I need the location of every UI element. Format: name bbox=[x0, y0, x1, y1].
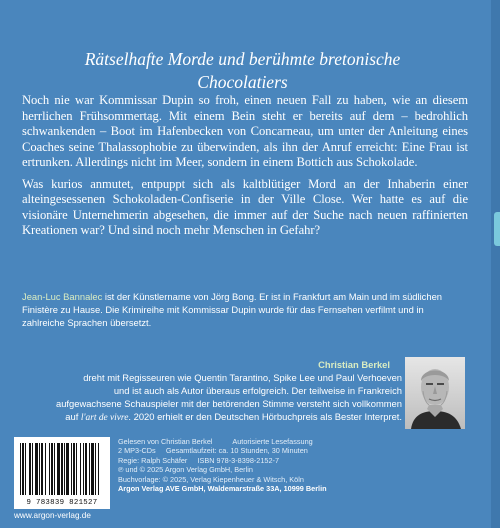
narrator-bio-line-1: dreht mit Regisseuren wie Quentin Tarantino, Spike Lee und Paul Verhoeven bbox=[83, 372, 402, 383]
credits-line-2: 2 MP3-CDs Gesamtlaufzeit: ca. 10 Stunden, 30 Minuten bbox=[118, 446, 308, 456]
credits-line-6: Argon Verlag AVE GmbH, Waldemarstraße 33A, 10999 Berlin bbox=[118, 484, 327, 494]
credits-line-1: Gelesen von Christian Berkel Autorisierte Lesefassung bbox=[118, 437, 313, 446]
author-bio bbox=[22, 290, 468, 329]
narrator-bio-line-4-post: . 2020 erhielt er den Deutschen Hörbuchpreis als Bester Interpret. bbox=[128, 411, 402, 422]
credits-line-5: Buchvorlage: © 2025, Verlag Kiepenheuer & Witsch, Köln bbox=[118, 474, 304, 484]
headline-line-1: Rätselhafte Morde und berühmte bretonische bbox=[84, 49, 401, 69]
narrator-bio-line-3: aufgewachsene Schauspieler mit der betörenden Stimme versteht sich vollkommen bbox=[55, 398, 402, 409]
portrait-image bbox=[405, 357, 465, 429]
right-edge-tab bbox=[494, 212, 500, 246]
narrator-portrait bbox=[405, 357, 465, 429]
blurb-text bbox=[22, 93, 468, 245]
right-edge-strip bbox=[491, 0, 500, 528]
barcode-bars bbox=[14, 437, 110, 499]
isbn-barcode bbox=[14, 437, 110, 509]
publisher-website: www.argon-verlag.de bbox=[14, 511, 91, 520]
barcode-number: 9 783839 821527 bbox=[26, 499, 98, 507]
narrator-name: Christian Berkel bbox=[318, 359, 390, 370]
blurb-paragraph-2: Was kurios anmutet, entpuppt sich als kaltblütiger Mord an der Inhaberin einer alteingesessenen Schokoladen-Confiserie in der Ville Close. Wer hatte es auf die visionäre Unternehmerin abgesehen, die immer auf der Suche nach neuen raffinierten Kreationen war? Und sind noch mehr Menschen in Gefahr? bbox=[22, 176, 468, 237]
author-bio-text: ist der Künstlername von Jörg Bong. Er ist in Frankfurt am Main und im südlichen Finistère zu Hause. Die Krimireihe mit Kommissar Dupin wurde für das Fernsehen verfilmt und in zahlreiche Sprachen übersetzt. bbox=[22, 291, 442, 328]
narrator-bio bbox=[22, 358, 402, 425]
headline bbox=[20, 48, 465, 94]
headline-line-2: Chocolatiers bbox=[197, 72, 288, 92]
narrator-bio-line-4-pre: auf bbox=[65, 411, 81, 422]
narrator-bio-line-4 bbox=[22, 410, 402, 425]
narrator-bio-italic: l'art de vivre bbox=[80, 413, 129, 423]
production-credits bbox=[118, 437, 468, 493]
credits-line-3: Regie: Ralph Schäfer ISBN 978-3-8398-2152-7 bbox=[118, 455, 280, 465]
author-name: Jean-Luc Bannalec bbox=[22, 291, 103, 302]
narrator-bio-line-2: und ist auch als Autor überaus erfolgreich. Der teilweise in Frankreich bbox=[113, 385, 402, 396]
credits-line-4: ℗ und © 2025 Argon Verlag GmbH, Berlin bbox=[118, 465, 253, 475]
blurb-paragraph-1: Noch nie war Kommissar Dupin so froh, einen neuen Fall zu haben, wie an diesem herrlichen Frühsommertag. Mit einem Bein steht er bereits auf dem – bedrohlich schwankenden – Boot im Hafenbecken von Concarneau, um unter der Anleitung eines Coaches seine Thalassophobie zu überwinden, als ihn der Anruf erreicht: Eine Frau ist ertrunken. Allerdings nicht im Meer, sondern in einem Bottich aus Schokolade. bbox=[22, 93, 468, 169]
